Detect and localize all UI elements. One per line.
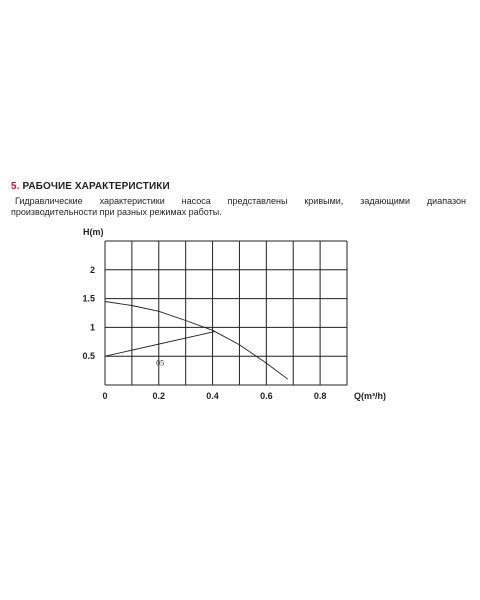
x-tick-label: 0.6 <box>260 391 273 401</box>
performance-line-secondary <box>105 331 215 356</box>
chart-grid <box>105 241 347 385</box>
x-tick-label: 0 <box>102 391 108 401</box>
y-tick-label: 2 <box>89 264 95 275</box>
y-axis-title: H(m) <box>83 227 104 237</box>
section-text: Гидравлические характеристики насоса представлены кривыми, задающими диапазон производительности при разных режимах работы. <box>11 196 466 217</box>
section-title: РАБОЧИЕ ХАРАКТЕРИСТИКИ <box>22 181 170 192</box>
chart-ticks <box>82 265 326 401</box>
chart-series <box>105 302 288 380</box>
x-tick-label: 0.4 <box>206 391 219 401</box>
x-tick-label: 0.2 <box>152 391 166 401</box>
curve-label: 05 <box>156 358 165 368</box>
y-tick-label: 1.5 <box>82 293 95 304</box>
x-tick-label: 0.8 <box>313 391 327 401</box>
x-axis-title: Q(m³/h) <box>354 391 386 401</box>
y-tick-label: 1 <box>89 322 95 333</box>
section-number: 5. <box>11 181 20 192</box>
y-tick-label: 0.5 <box>82 351 95 362</box>
performance-curve-05 <box>105 302 288 380</box>
